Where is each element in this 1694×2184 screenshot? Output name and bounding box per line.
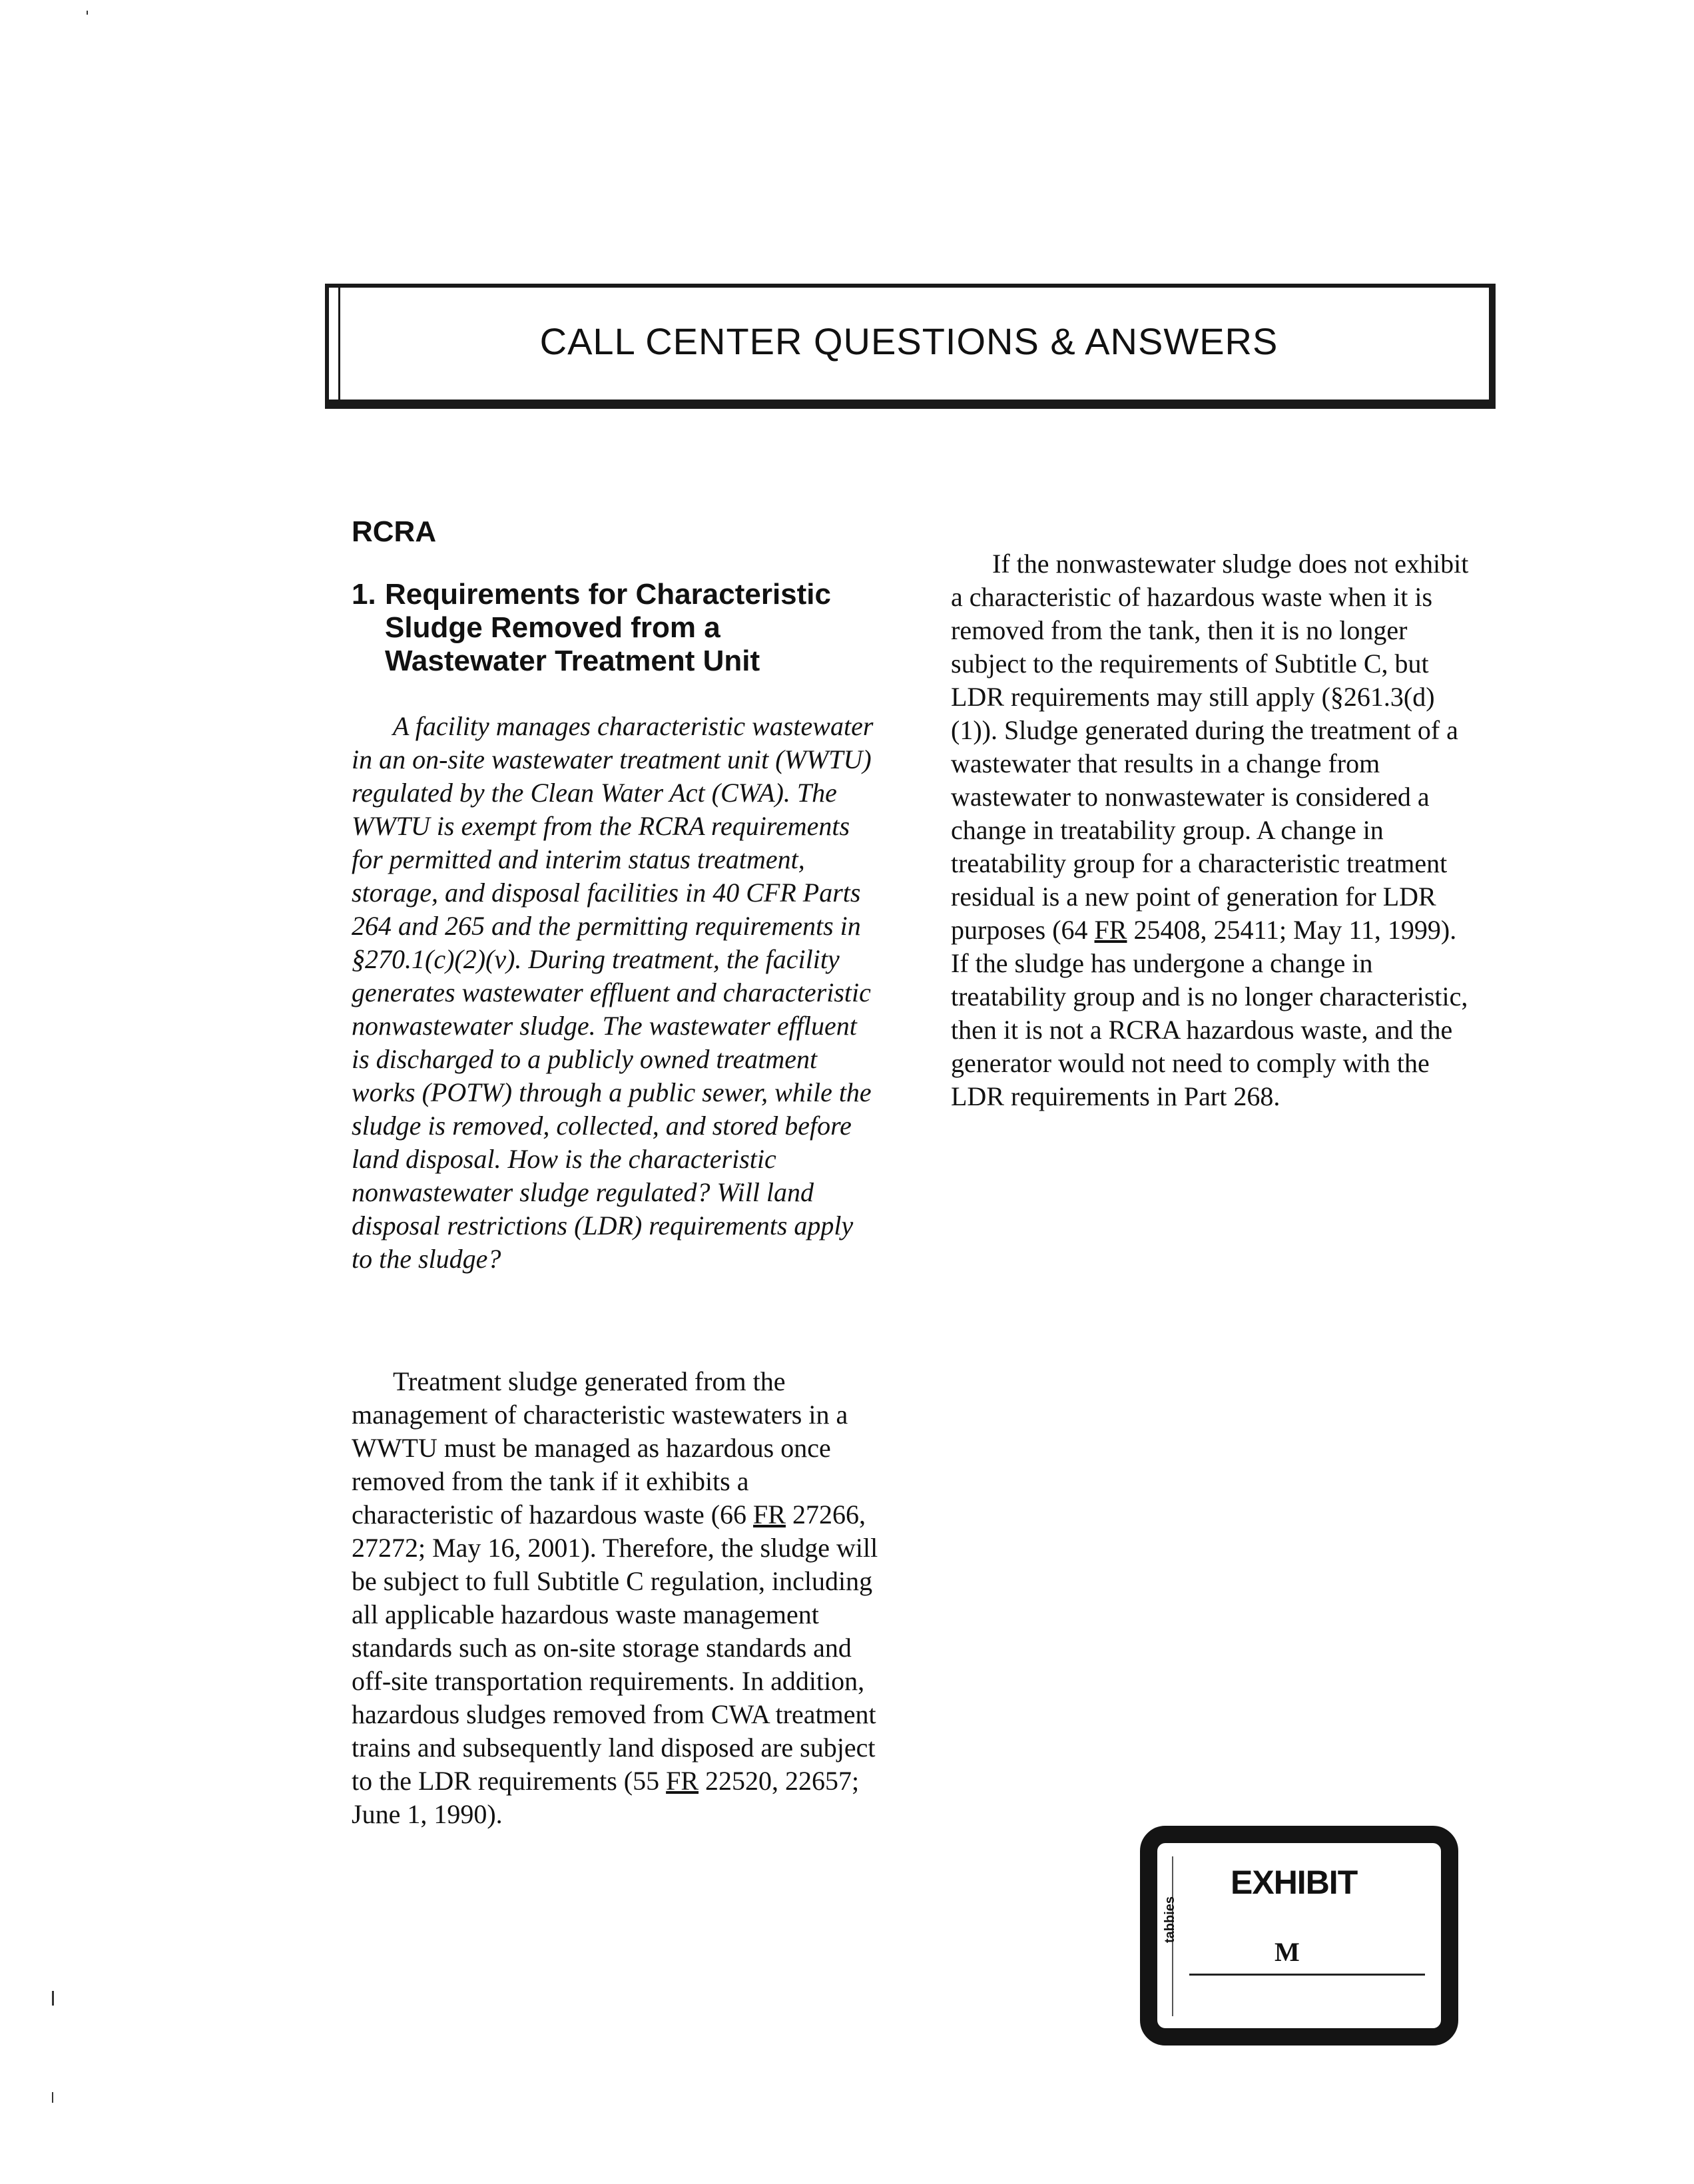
- answer-1-part-1: Treatment sludge generated from the management of characteristic wastewaters in a WWTU must be managed as hazardous once removed from the tank if it exhibits a characteristic of hazardous waste (66: [352, 1366, 848, 1529]
- scan-mark-3: [87, 11, 88, 15]
- stamp-exhibit-title: EXHIBIT: [1231, 1864, 1358, 1901]
- answer-1-part-3: 22520, 22657; June 1, 1990).: [352, 1766, 860, 1829]
- section-label: RCRA: [352, 515, 437, 548]
- stamp-exhibit-letter: M: [1274, 1937, 1300, 1967]
- stamp-brand-logo: tabbies: [1163, 1896, 1177, 1943]
- page-header-box: [325, 284, 1496, 409]
- answer-1-part-2: 27266, 27272; May 16, 2001). Therefore, the sludge will be subject to full Subtitle C regulation, including all applicable hazardous waste management standards such as on-site storage standards and off-site transportation requirements. In addition, hazardous sludges removed from CWA treatment trains and subsequently land disposed are subject to the LDR requirements (55: [352, 1500, 878, 1796]
- answer-paragraph-2: [951, 547, 1477, 1113]
- exhibit-stamp: [1140, 1826, 1458, 2046]
- answer-1-fr-1: FR: [753, 1500, 786, 1529]
- question-text: [352, 710, 878, 1276]
- question-heading: [352, 578, 858, 678]
- stamp-signature-line: [1189, 1974, 1425, 1976]
- question-text-body: A facility manages characteristic wastewater in an on-site wastewater treatment unit (WWTU) regulated by the Clean Water Act (CWA). The WWTU is exempt from the RCRA requirements for permitted and interim status treatment, storage, and disposal facilities in 40 CFR Parts 264 and 265 and the permitting requirements in §270.1(c)(2)(v). During treatment, the facility generates wastewater effluent and characteristic nonwastewater sludge. The wastewater effluent is discharged to a publicly owned treatment works (POTW) through a public sewer, while the sludge is removed, collected, and stored before land disposal. How is the characteristic nonwastewater sludge regulated? Will land disposal restrictions (LDR) requirements apply to the sludge?: [352, 711, 874, 1274]
- page-title: CALL CENTER QUESTIONS & ANSWERS: [539, 320, 1278, 362]
- scan-mark-2: [52, 2092, 53, 2103]
- answer-2-fr-1: FR: [1094, 915, 1127, 945]
- scan-mark-1: [52, 1991, 54, 2006]
- answer-paragraph-1: [352, 1365, 884, 1831]
- answer-1-fr-2: FR: [666, 1766, 699, 1796]
- answer-2-part-2: 25408, 25411; May 11, 1999). If the sludge has undergone a change in treatability group and is no longer characteristic, then it is not a RCRA hazardous waste, and the generator would not need to comply with the LDR requirements in Part 268.: [951, 915, 1468, 1111]
- question-number: 1.: [352, 578, 376, 611]
- question-heading-text: Requirements for Characteristic Sludge Removed from a Wastewater Treatment Unit: [385, 578, 831, 677]
- answer-2-part-1: If the nonwastewater sludge does not exhibit a characteristic of hazardous waste when it is removed from the tank, then it is no longer subject to the requirements of Subtitle C, but LDR requirements may still apply (§261.3(d)(1)). Sludge generated during the treatment of a wastewater that results in a change from wastewater to nonwastewater is considered a change in treatability group. A change in treatability group for a characteristic treatment residual is a new point of generation for LDR purposes (64: [951, 549, 1469, 945]
